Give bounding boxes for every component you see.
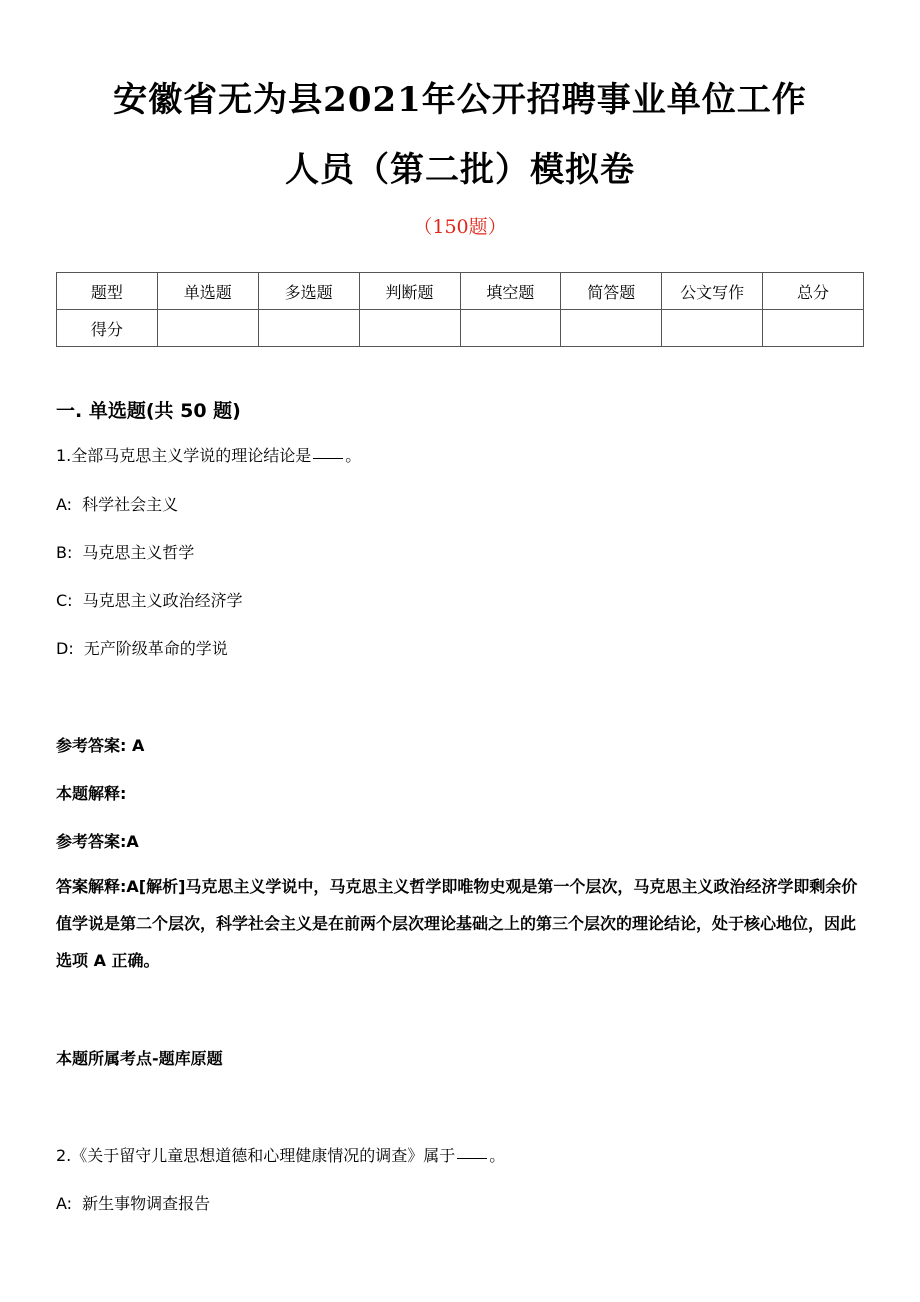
- score-cell: [359, 310, 460, 347]
- option-text: 无产阶级革命的学说: [83, 639, 228, 658]
- question-2-stem-end: 。: [489, 1146, 506, 1165]
- question-1-option-d: [56, 636, 228, 659]
- header-cell-single-choice: 单选题: [157, 273, 258, 310]
- score-cell: [763, 310, 864, 347]
- option-letter: A:: [56, 1194, 73, 1213]
- question-2-stem: [56, 1143, 505, 1166]
- score-table-score-row: [57, 310, 864, 347]
- header-cell-total: 总分: [763, 273, 864, 310]
- score-cell: [157, 310, 258, 347]
- option-letter: C:: [56, 591, 73, 610]
- option-text: 马克思主义哲学: [82, 543, 195, 562]
- option-letter: A:: [56, 495, 73, 514]
- header-cell-short-answer: 简答题: [561, 273, 662, 310]
- answer-blank: [313, 457, 343, 459]
- question-1-explain-label: 本题解释:: [56, 784, 127, 803]
- question-1-stem-text: 1.全部马克思主义学说的理论结论是: [56, 446, 312, 465]
- question-2-stem-text: 2.《关于留守儿童思想道德和心理健康情况的调查》属于: [56, 1146, 456, 1165]
- question-1-stem-end: 。: [345, 446, 362, 465]
- answer-blank: [457, 1157, 487, 1159]
- page-title-line-1: 安徽省无为县2021年公开招聘事业单位工作: [113, 80, 807, 120]
- score-table-header-row: [57, 273, 864, 310]
- header-cell-fill-blank: 填空题: [460, 273, 561, 310]
- option-text: 马克思主义政治经济学: [82, 591, 243, 610]
- question-1-stem: [56, 443, 361, 466]
- question-1-answer-repeat: 参考答案:A: [56, 832, 139, 851]
- option-text: 新生事物调查报告: [82, 1194, 211, 1213]
- question-2-option-a: [56, 1191, 210, 1214]
- score-cell: [258, 310, 359, 347]
- header-cell-official-writing: 公文写作: [662, 273, 763, 310]
- question-1-option-a: [56, 492, 178, 515]
- option-letter: D:: [56, 639, 74, 658]
- question-count-subtitle: （150题）: [413, 216, 507, 238]
- score-table: [56, 272, 864, 347]
- option-letter: B:: [56, 543, 73, 562]
- option-text: 科学社会主义: [82, 495, 179, 514]
- score-row-label: 得分: [57, 310, 158, 347]
- score-cell: [561, 310, 662, 347]
- page-title-line-2: 人员（第二批）模拟卷: [285, 150, 635, 190]
- score-cell: [460, 310, 561, 347]
- header-cell-true-false: 判断题: [359, 273, 460, 310]
- question-1-option-b: [56, 540, 194, 563]
- header-cell-multiple-choice: 多选题: [258, 273, 359, 310]
- header-cell-type: 题型: [57, 273, 158, 310]
- question-1-option-c: [56, 588, 243, 611]
- question-1-answer: 参考答案: A: [56, 736, 145, 755]
- question-1-explanation: 答案解释:A[解析]马克思主义学说中，马克思主义哲学即唯物史观是第一个层次，马克思主义政治经济学即剩余价值学说是第二个层次，科学社会主义是在前两个层次理论基础之上的第三个层次的理论结论，处于核心地位，因此选项 A 正确。: [56, 877, 858, 970]
- score-cell: [662, 310, 763, 347]
- question-1-category: 本题所属考点-题库原题: [56, 1049, 223, 1068]
- section-heading: 一. 单选题(共 50 题): [56, 400, 241, 422]
